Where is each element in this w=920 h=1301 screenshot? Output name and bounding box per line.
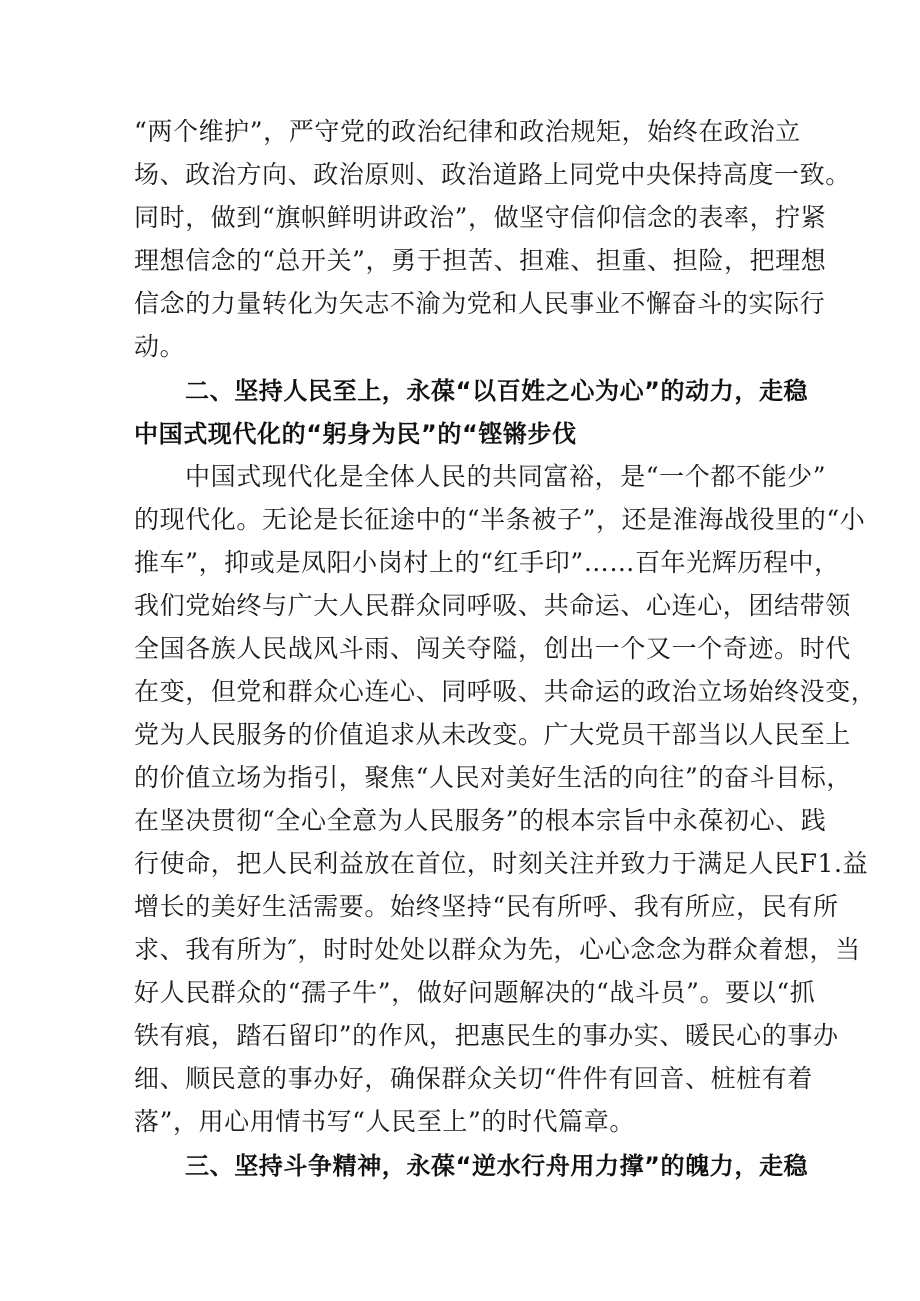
body-line: 动。 — [134, 332, 186, 361]
body-line: 信念的力量转化为矢志不渝为党和人民事业不懈奋斗的实际行 — [134, 289, 826, 318]
body-line: 在变，但党和群众心连心、同呼吸、共命运的政治立场始终没变， — [134, 677, 877, 706]
body-line: 细、顺民意的事办好，确保群众关切“件件有回音、桩桩有着 — [134, 1064, 813, 1093]
body-line: 推车”，抑或是凤阳小岗村上的“红手印”……百年光辉历程中， — [134, 548, 840, 577]
body-line: 好人民群众的“孺子牛”，做好问题解决的“战斗员”。要以“抓 — [134, 978, 816, 1007]
body-line: 党为人民服务的价值追求从未改变。广大党员干部当以人民至上 — [134, 720, 851, 749]
body-line: 场、政治方向、政治原则、政治道路上同党中央保持高度一致。 — [134, 160, 851, 189]
body-line: 求、我有所为″，时时处处以群众为先，心心念念为群众着想，当 — [134, 935, 861, 964]
body-line: 同时，做到“旗帜鲜明讲政治”，做坚守信仰信念的表率，拧紧 — [134, 203, 827, 232]
section-heading-2: 二、坚持人民至上，永葆“以百姓之心为心”的动力，走稳 — [185, 377, 809, 405]
body-line: 理想信念的“总开关”，勇于担苦、担难、担重、担险，把理想 — [134, 246, 827, 275]
body-line: 行使命，把人民利益放在首位，时刻关注并致力于满足人民F1.益 — [134, 849, 869, 878]
body-line: “两个维护”，严守党的政治纪律和政治规矩，始终在政治立 — [134, 117, 801, 146]
section-heading-3: 三、坚持斗争精神，永葆“逆水行舟用力撑”的魄力，走稳 — [185, 1152, 809, 1180]
body-line: 中国式现代化是全体人民的共同富裕，是“一个都不能少” — [185, 462, 827, 491]
body-line: 增长的美好生活需要。始终坚持“民有所呼、我有所应，民有所 — [134, 892, 839, 921]
section-heading-2-cont: 中国式现代化的“躬身为民”的“铿锵步伐 — [134, 420, 577, 448]
body-line: 落”，用心用情书写“人民至上”的时代篇章。 — [134, 1107, 635, 1136]
body-line: 的价值立场为指引，聚焦“人民对美好生活的向往”的奋斗目标， — [134, 763, 852, 792]
body-line: 在坚决贯彻“全心全意为人民服务”的根本宗旨中永葆初心、践 — [134, 806, 827, 835]
body-line: 铁有痕，踏石留印”的作风，把惠民生的事办实、暖民心的事办 — [134, 1021, 839, 1050]
body-line: 我们党始终与广大人民群众同呼吸、共命运、心连心，团结带领 — [134, 591, 851, 620]
body-line: 全国各族人民战风斗雨、闯关夺隘，创出一个又一个奇迹。时代 — [134, 634, 851, 663]
body-line: 的现代化。无论是长征途中的“半条被子”，还是淮海战役里的“小 — [134, 505, 866, 534]
